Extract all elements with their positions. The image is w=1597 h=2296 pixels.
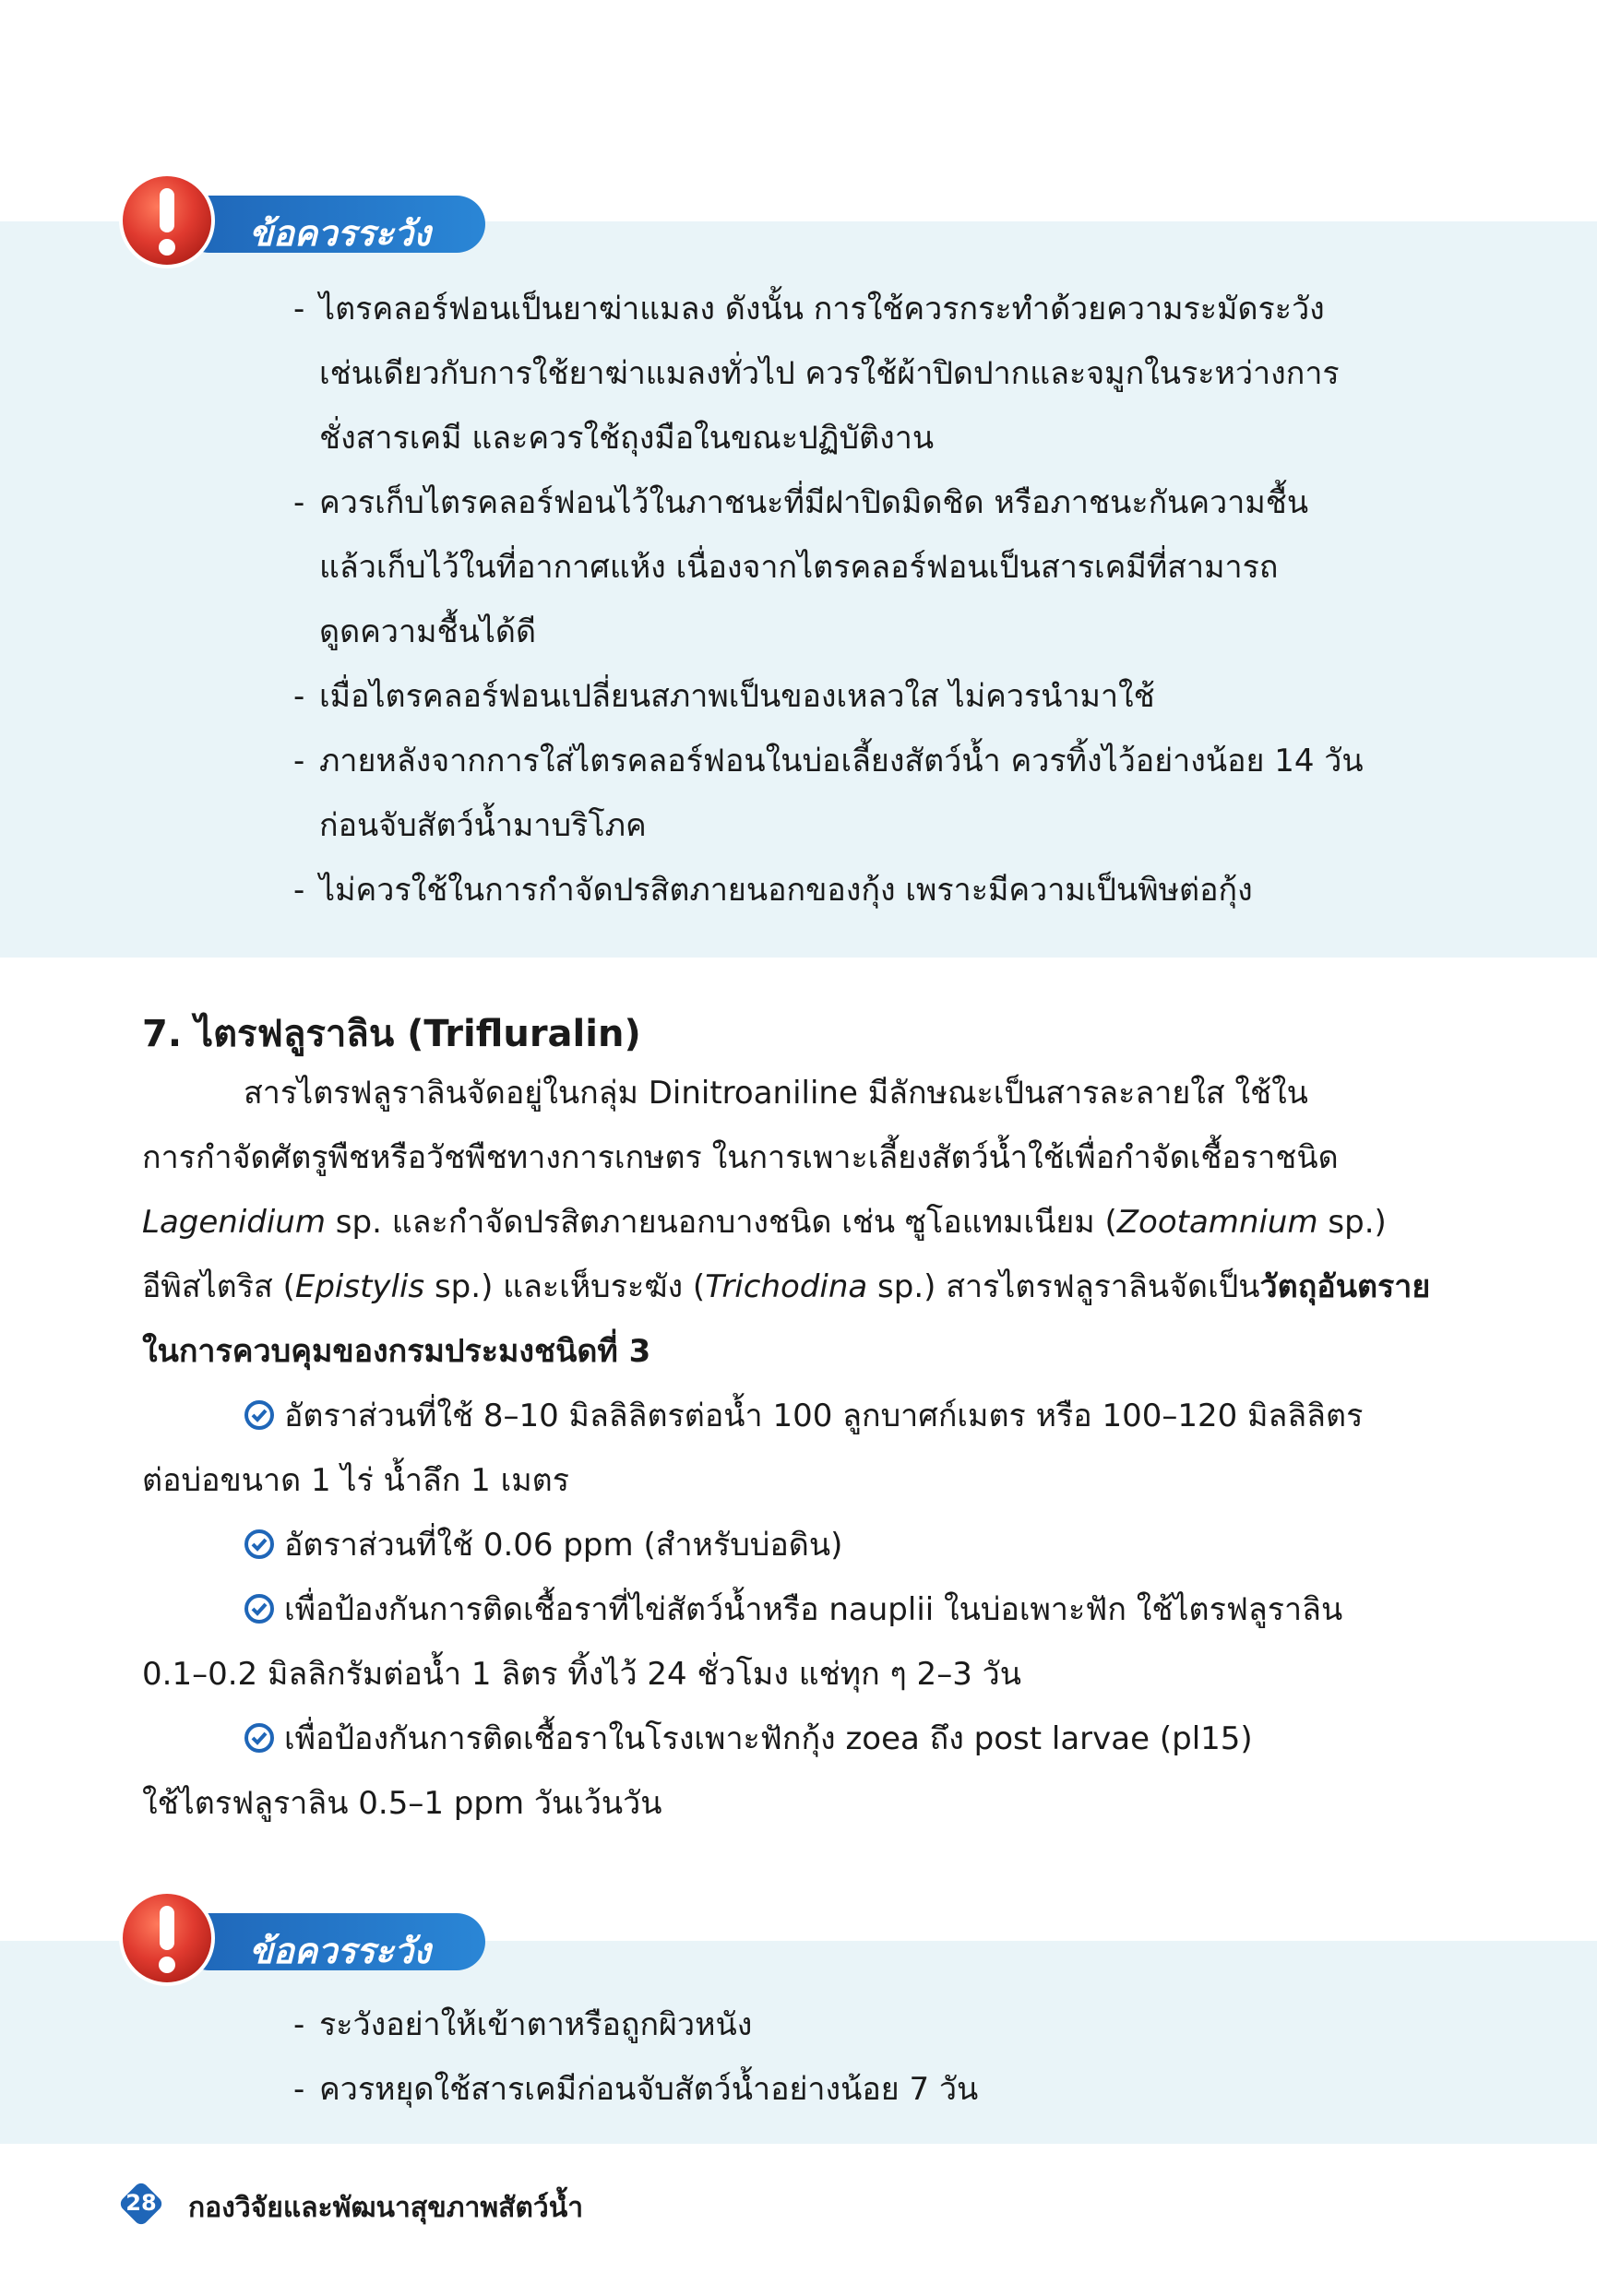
page-number: 28 [125,2190,157,2216]
caution-list-1 [293,277,1437,922]
bullet-item: อัตราส่วนที่ใช้ 0.06 ppm (สำหรับบ่อดิน) [142,1513,1389,1577]
warning-icon [116,1887,218,1989]
intro-paragraph: สารไตรฟลูราลินจัดอยู่ในกลุ่ม Dinitroaniline มีลักษณะเป็นสารละลายใส ใช้ใน การกำจัดศัตรูพืชหรือวัชพืชทางการเกษตร ในการเพาะเลี้ยงสัตว์น้ำใช้เพื่อกำจัดเชื้อราชนิด Lagenidium sp. และกำจัดปรสิตภายนอกบางชนิด เช่น ซูโอแทมเนียม (Zootamnium sp.) อีพิสไตริส (Epistylis sp.) และเห็บระฆัง (Trichodina sp.) สารไตรฟลูราลินจัดเป็นวัตถุอันตราย ในการควบคุมของกรมประมงชนิดที่ 3 [142,1075,1431,1370]
caution-title: ข้อควรระวัง [249,1931,431,1971]
caution-header-2 [116,1887,504,1989]
section-title: 7. ไตรฟลูราลิน (Trifluralin) [142,1013,641,1055]
list-item: - ควรเก็บไตรคลอร์ฟอนไว้ในภาชนะที่มีฝาปิดมิดชิด หรือภาชนะกันความชื้น แล้วเก็บไว้ในที่อากาศแห้ง เนื่องจากไตรคลอร์ฟอนเป็นสารเคมีที่สามารถ ดูดความชื้นได้ดี [293,484,1309,650]
list-item: - ระวังอย่าให้เข้าตาหรือถูกผิวหนัง [293,2006,753,2043]
warning-icon [116,170,218,271]
list-item: - ควรหยุดใช้สารเคมีก่อนจับสัตว์น้ำอย่างน้อย 7 วัน [293,2071,979,2108]
check-circle-icon [244,1593,275,1624]
check-circle-icon [244,1529,275,1560]
list-item: - ไม่ควรใช้ในการกำจัดปรสิตภายนอกของกุ้ง เพราะมีความเป็นพิษต่อกุ้ง [293,872,1253,909]
check-circle-icon [244,1722,275,1754]
caution-title: ข้อควรระวัง [249,213,431,254]
bullet-list [142,1384,1389,1836]
caution-list-2 [293,1993,1437,2122]
caution-header-1 [116,170,504,271]
list-item: - ภายหลังจากการใส่ไตรคลอร์ฟอนในบ่อเลี้ยงสัตว์น้ำ ควรทิ้งไว้อย่างน้อย 14 วัน ก่อนจับสัตว์น้ำมาบริโภค [293,743,1364,844]
list-item: - ไตรคลอร์ฟอนเป็นยาฆ่าแมลง ดังนั้น การใช้ควรกระทำด้วยความระมัดระวัง เช่นเดียวกับการใช้ยาฆ่าแมลงทั่วไป ควรใช้ผ้าปิดปากและจมูกในระหว่างการ ชั่งสารเคมี และควรใช้ถุงมือในขณะปฏิบัติงาน [293,291,1340,457]
check-circle-icon [244,1399,275,1431]
footer-text: กองวิจัยและพัฒนาสุขภาพสัตว์น้ำ [188,2192,584,2224]
list-item: - เมื่อไตรคลอร์ฟอนเปลี่ยนสภาพเป็นของเหลวใส ไม่ควรนำมาใช้ [293,678,1155,715]
bullet-item: อัตราส่วนที่ใช้ 8–10 มิลลิลิตรต่อน้ำ 100 ลูกบาศก์เมตร หรือ 100–120 มิลลิลิตร ต่อบ่อขนาด 1 ไร่ น้ำลึก 1 เมตร [142,1398,1364,1499]
bullet-item: เพื่อป้องกันการติดเชื้อราในโรงเพาะฟักกุ้ง zoea ถึง post larvae (pl15) ใช้ไตรฟลูราลิน 0.5–1 ppm วันเว้นวัน [142,1720,1253,1822]
bullet-item: เพื่อป้องกันการติดเชื้อราที่ไข่สัตว์น้ำหรือ nauplii ในบ่อเพาะฟัก ใช้ไตรฟลูราลิน 0.1–0.2 มิลลิกรัมต่อน้ำ 1 ลิตร ทิ้งไว้ 24 ชั่วโมง แช่ทุก ๆ 2–3 วัน [142,1591,1343,1693]
